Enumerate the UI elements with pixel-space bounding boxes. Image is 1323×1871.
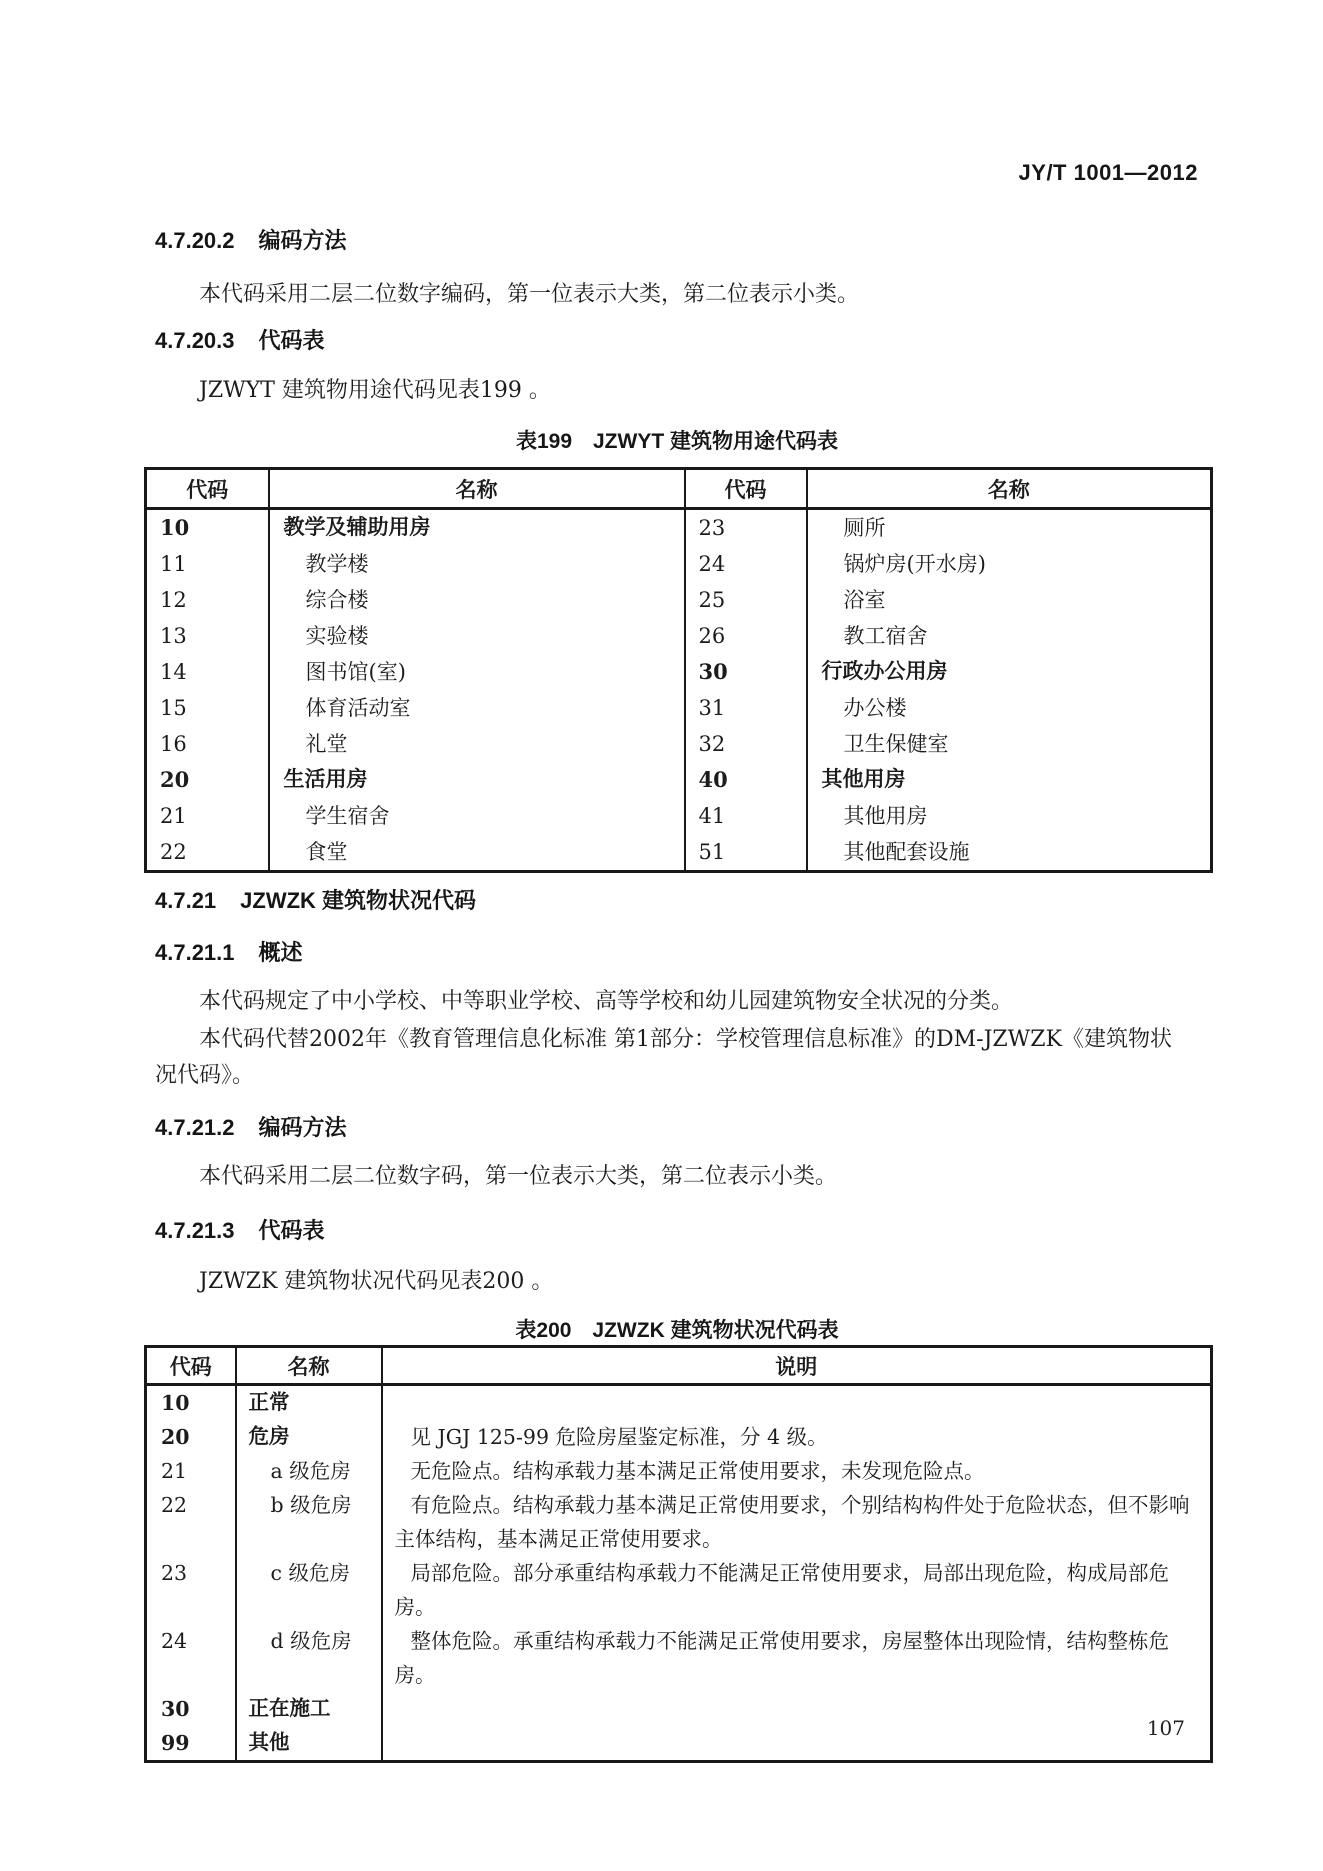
paragraph-encoding-method-200: 本代码采用二层二位数字码，第一位表示大类，第二位表示小类。 (199, 1164, 838, 1189)
section-title: 编码方法 (258, 1115, 347, 1140)
name-cell: 体育活动室 (269, 690, 685, 726)
name-cell: 厕所 (807, 509, 1212, 547)
table-row (146, 690, 1212, 726)
table-200-caption: 表200 JZWZK 建筑物状况代码表 (515, 1319, 839, 1342)
code-cell: 15 (160, 696, 187, 720)
code-cell: 31 (685, 690, 807, 726)
description-cell (382, 1385, 1212, 1421)
name-cell: a 级危房 (236, 1454, 382, 1488)
code-cell: 51 (685, 834, 807, 872)
paragraph-table-ref-200: JZWZK 建筑物状况代码见表200 。 (199, 1269, 554, 1294)
description-cell: 见 JGJ 125-99 危险房屋鉴定标准，分 4 级。 (382, 1420, 1212, 1454)
section-number: 4.7.20.2 (155, 228, 235, 253)
section-title: 代码表 (258, 1218, 325, 1243)
code-cell: 40 (685, 762, 807, 798)
section-heading-4-7-21-3 (155, 1214, 325, 1245)
column-header-description: 说明 (382, 1347, 1212, 1385)
table-199 (144, 467, 1213, 873)
section-number: 4.7.20.3 (155, 328, 235, 353)
column-header-name: 名称 (269, 469, 685, 509)
code-cell: 30 (161, 1697, 190, 1721)
code-cell: 22 (161, 1493, 188, 1517)
name-cell: 正常 (236, 1385, 382, 1421)
code-cell: 23 (161, 1561, 188, 1585)
name-cell: c 级危房 (236, 1556, 382, 1624)
code-cell: 13 (160, 624, 187, 648)
table-row (146, 1488, 1212, 1556)
column-header-name: 名称 (807, 469, 1212, 509)
name-cell: d 级危房 (236, 1624, 382, 1692)
code-cell: 14 (160, 660, 187, 684)
table-row (146, 726, 1212, 762)
name-cell: 其他用房 (807, 798, 1212, 834)
description-cell: 局部危险。部分承重结构承载力不能满足正常使用要求，局部出现危险，构成局部危房。 (382, 1556, 1212, 1624)
table-row (146, 834, 1212, 872)
column-header-code: 代码 (146, 469, 269, 509)
column-header-code: 代码 (146, 1347, 236, 1385)
description-cell (382, 1726, 1212, 1762)
table-row (146, 1454, 1212, 1488)
table-row (146, 1692, 1212, 1726)
paragraph-table-ref-199: JZWYT 建筑物用途代码见表199 。 (199, 378, 551, 403)
section-heading-4-7-21-2 (155, 1111, 347, 1142)
code-cell: 10 (161, 1391, 190, 1415)
table-header-row (146, 469, 1212, 509)
code-cell: 12 (160, 588, 187, 612)
table-row (146, 1726, 1212, 1762)
code-cell: 11 (160, 552, 187, 576)
name-cell: 卫生保健室 (807, 726, 1212, 762)
name-cell: 生活用房 (269, 762, 685, 798)
table-row (146, 509, 1212, 547)
code-cell: 24 (161, 1629, 188, 1653)
paragraph-scope-200: 本代码规定了中小学校、中等职业学校、高等学校和幼儿园建筑物安全状况的分类。 (199, 989, 1014, 1014)
table-row (146, 546, 1212, 582)
name-cell: 实验楼 (269, 618, 685, 654)
section-heading-4-7-21-1 (155, 936, 303, 967)
section-title: 概述 (258, 940, 303, 965)
name-cell: 锅炉房(开水房) (807, 546, 1212, 582)
section-number: 4.7.21.3 (155, 1218, 235, 1243)
code-cell: 25 (685, 582, 807, 618)
description-cell: 无危险点。结构承载力基本满足正常使用要求，未发现危险点。 (382, 1454, 1212, 1488)
name-cell: 其他配套设施 (807, 834, 1212, 872)
name-cell: 正在施工 (236, 1692, 382, 1726)
code-cell: 23 (685, 509, 807, 547)
name-cell: 教学楼 (269, 546, 685, 582)
code-cell: 99 (161, 1731, 190, 1755)
code-cell: 26 (685, 618, 807, 654)
table-row (146, 1624, 1212, 1692)
description-cell: 有危险点。结构承载力基本满足正常使用要求，个别结构构件处于危险状态，但不影响主体结构，基本满足正常使用要求。 (382, 1488, 1212, 1556)
table-199-caption: 表199 JZWYT 建筑物用途代码表 (515, 430, 839, 453)
name-cell: 教工宿舍 (807, 618, 1212, 654)
name-cell: 危房 (236, 1420, 382, 1454)
table-row (146, 798, 1212, 834)
name-cell: 礼堂 (269, 726, 685, 762)
code-cell: 32 (685, 726, 807, 762)
name-cell: 学生宿舍 (269, 798, 685, 834)
code-cell: 30 (685, 654, 807, 690)
column-header-name: 名称 (236, 1347, 382, 1385)
code-cell: 20 (160, 767, 190, 792)
name-cell: 浴室 (807, 582, 1212, 618)
description-cell: 整体危险。承重结构承载力不能满足正常使用要求，房屋整体出现险情，结构整栋危房。 (382, 1624, 1212, 1692)
code-cell: 41 (685, 798, 807, 834)
code-cell: 21 (160, 804, 187, 828)
name-cell: 其他用房 (807, 762, 1212, 798)
page-number: 107 (1146, 1716, 1185, 1740)
table-row (146, 1420, 1212, 1454)
code-cell: 16 (160, 732, 187, 756)
code-cell: 22 (160, 840, 187, 864)
name-cell: 办公楼 (807, 690, 1212, 726)
description-cell (382, 1692, 1212, 1726)
code-cell: 21 (161, 1459, 188, 1483)
code-cell: 20 (161, 1425, 190, 1449)
section-number: 4.7.21.2 (155, 1115, 235, 1140)
table-row (146, 582, 1212, 618)
section-heading-4-7-21 (155, 884, 476, 915)
paragraph-replace-200: 本代码代替2002年《教育管理信息化标准 第1部分：学校管理信息标准》的DM-JZWZK《建筑物状况代码》。 (155, 1027, 1173, 1088)
table-row (146, 618, 1212, 654)
code-cell: 10 (160, 515, 190, 540)
name-cell: 教学及辅助用房 (269, 509, 685, 547)
column-header-code: 代码 (685, 469, 807, 509)
code-cell: 24 (685, 546, 807, 582)
name-cell: 图书馆(室) (269, 654, 685, 690)
paragraph-encoding-method-199: 本代码采用二层二位数字编码，第一位表示大类，第二位表示小类。 (199, 282, 860, 307)
table-row (146, 1385, 1212, 1421)
section-heading-4-7-20-2 (155, 224, 347, 255)
table-row (146, 762, 1212, 798)
section-number: 4.7.21.1 (155, 940, 235, 965)
name-cell: 行政办公用房 (807, 654, 1212, 690)
table-row (146, 654, 1212, 690)
name-cell: b 级危房 (236, 1488, 382, 1556)
section-title: 编码方法 (258, 228, 347, 253)
table-header-row (146, 1347, 1212, 1385)
section-number: 4.7.21 (155, 888, 217, 913)
section-title: JZWZK 建筑物状况代码 (240, 888, 477, 913)
name-cell: 食堂 (269, 834, 685, 872)
section-heading-4-7-20-3 (155, 324, 325, 355)
name-cell: 其他 (236, 1726, 382, 1762)
doc-code: JY/T 1001—2012 (1018, 160, 1198, 185)
name-cell: 综合楼 (269, 582, 685, 618)
table-200 (144, 1345, 1213, 1763)
table-row (146, 1556, 1212, 1624)
section-title: 代码表 (258, 328, 325, 353)
